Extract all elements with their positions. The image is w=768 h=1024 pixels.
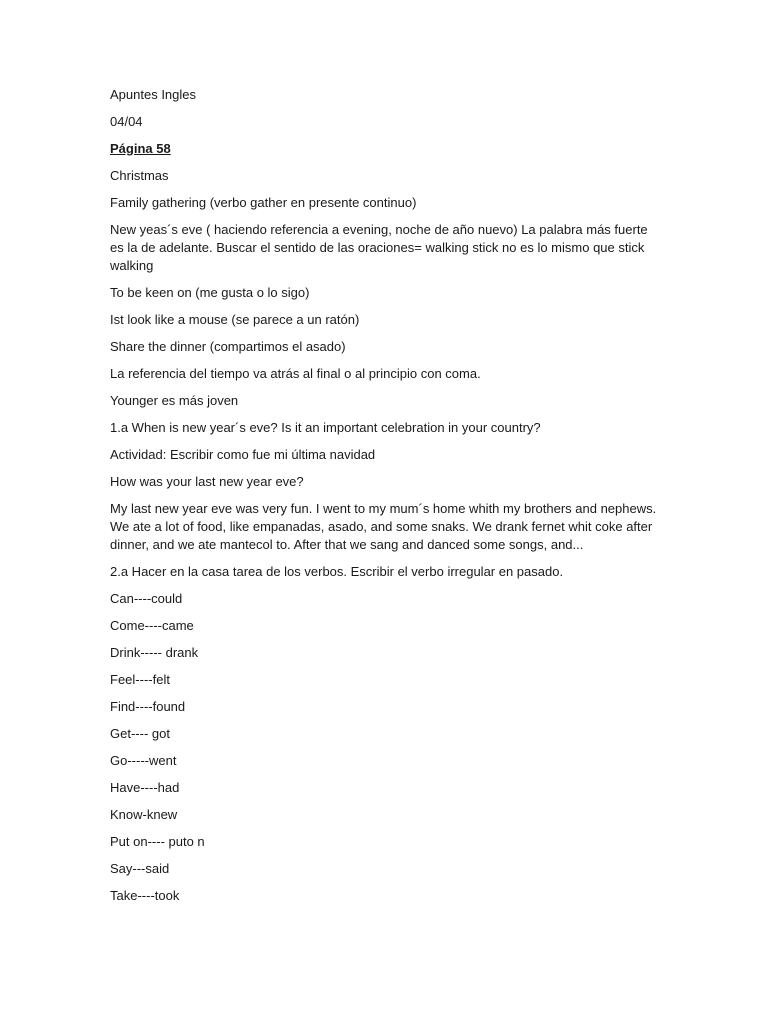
page-reference: Página 58	[110, 141, 171, 156]
verb-item: Take----took	[110, 888, 180, 903]
note-line: Family gathering (verbo gather en presente continuo)	[110, 195, 417, 210]
activity-line: Actividad: Escribir como fue mi última navidad	[110, 447, 376, 462]
verb-item: Have----had	[110, 780, 180, 795]
answer-paragraph: My last new year eve was very fun. I went to my mum´s home whith my brothers and nephews. We ate a lot of food, like empanadas, asado, and some snaks. We drank fernet whit coke after dinner, and we ate mantecol to. After that we sang and danced some songs, and...	[110, 501, 657, 552]
verb-item: Put on---- puto n	[110, 834, 205, 849]
homework-line: 2.a Hacer en la casa tarea de los verbos. Escribir el verbo irregular en pasado.	[110, 564, 564, 579]
note-line: Share the dinner (compartimos el asado)	[110, 339, 346, 354]
question-line: 1.a When is new year´s eve? Is it an important celebration in your country?	[110, 420, 541, 435]
note-line: Younger es más joven	[110, 393, 239, 408]
note-line: Ist look like a mouse (se parece a un ratón)	[110, 312, 360, 327]
question-line: How was your last new year eve?	[110, 474, 304, 489]
document-title: Apuntes Ingles	[110, 87, 197, 102]
verb-item: Go-----went	[110, 753, 177, 768]
verb-item: Feel----felt	[110, 672, 170, 687]
verb-item: Come----came	[110, 618, 194, 633]
document-date: 04/04	[110, 114, 143, 129]
note-line: Christmas	[110, 168, 169, 183]
verb-item: Find----found	[110, 699, 186, 714]
note-line: La referencia del tiempo va atrás al final o al principio con coma.	[110, 366, 481, 381]
verb-item: Can----could	[110, 591, 183, 606]
verb-item: Say---said	[110, 861, 170, 876]
note-paragraph: New yeas´s eve ( haciendo referencia a evening, noche de año nuevo) La palabra más fuerte es la de adelante. Buscar el sentido de las oraciones= walking stick no es lo mismo que stick walking	[110, 222, 648, 273]
verb-item: Know-knew	[110, 807, 178, 822]
verb-item: Get---- got	[110, 726, 170, 741]
note-line: To be keen on (me gusta o lo sigo)	[110, 285, 310, 300]
verb-item: Drink----- drank	[110, 645, 199, 660]
verb-list	[110, 590, 668, 905]
